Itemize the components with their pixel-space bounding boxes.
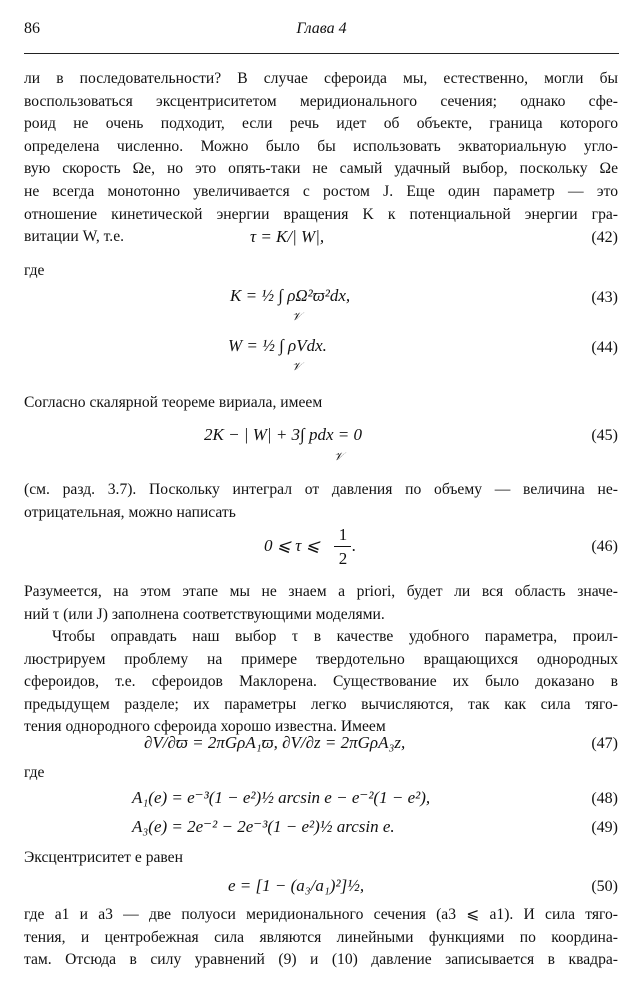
chapter-title: Глава 4	[296, 20, 347, 37]
equation-number-50: (50)	[591, 878, 618, 895]
equation-number-47: (47)	[591, 735, 618, 752]
text-line: витации W, т.е.	[24, 228, 125, 246]
paragraph-2: Согласно скалярной теореме вириала, имеем	[24, 394, 323, 411]
text-line: где a1 и a3 — две полуоси меридионального сечения (a3 ⩽ a1). И сила тяго-	[24, 906, 618, 923]
paragraph-3	[24, 479, 618, 524]
text-line: тения, и центробежная сила являются линейными функциями по координа-	[24, 928, 618, 946]
word-where-2: где	[24, 764, 45, 781]
text-line: роид не очень подходит, если речь идет об объекте, граница которого	[24, 115, 618, 133]
equation-44: W = ½ ∫ ρVdx.	[228, 336, 327, 355]
text-line: тения однородного сфероида хорошо известна. Имеем	[24, 718, 386, 736]
paragraph-6: Эксцентриситет e равен	[24, 849, 183, 866]
equation-number-44: (44)	[591, 339, 618, 356]
equation-number-49: (49)	[591, 819, 618, 836]
page-number: 86	[24, 20, 40, 37]
equation-50: e = [1 − (a₃/a₁)²]½,	[228, 876, 365, 895]
text-line: Разумеется, на этом этапе мы не знаем a priori, будет ли вся область значе-	[24, 583, 618, 600]
integration-domain-44: 𝒱	[292, 361, 302, 373]
fraction-bar	[334, 546, 351, 547]
equation-number-45: (45)	[591, 427, 618, 444]
text-line: не всегда монотонно увеличивается с ростом J. Еще один параметр — это	[24, 182, 618, 200]
text-line: Чтобы оправдать наш выбор τ в качестве удобного параметра, проил-	[52, 628, 618, 645]
equation-number-42: (42)	[591, 229, 618, 246]
fraction-denominator: 2	[338, 549, 348, 568]
equation-45: 2K − | W| + 3∫ pdx = 0	[204, 425, 362, 444]
text-line: ли в последовательности? В случае сфероида мы, естественно, могли бы	[24, 70, 618, 87]
equation-46-left: 0 ⩽ τ ⩽	[264, 536, 320, 555]
equation-42: τ = K/| W|,	[250, 227, 325, 246]
equation-number-46: (46)	[591, 538, 618, 555]
fraction-numerator: 1	[338, 525, 348, 544]
equation-47: ∂V/∂ϖ = 2πGρA₁ϖ, ∂V/∂z = 2πGρA₃z,	[144, 733, 406, 752]
text-line: отрицательная, можно написать	[24, 503, 236, 521]
equation-number-43: (43)	[591, 289, 618, 306]
equation-number-48: (48)	[591, 790, 618, 807]
text-line: определена численно. Можно было бы использовать экваториальную угло-	[24, 137, 618, 155]
equation-48: A₁(e) = e⁻³(1 − e²)½ arcsin e − e⁻²(1 − e²),	[132, 788, 431, 807]
equation-49: A₃(e) = 2e⁻² − 2e⁻³(1 − e²)½ arcsin e.	[132, 817, 395, 836]
paragraph-4	[24, 581, 618, 626]
text-line: вую скорость Ωe, но это опять-таки не самый удачный выбор, поскольку Ωe	[24, 160, 618, 178]
integration-domain-45: 𝒱	[334, 451, 344, 463]
text-line: (см. разд. 3.7). Поскольку интеграл от давления по объему — величина не-	[24, 481, 618, 498]
text-line: ний τ (или J) заполнена соответствующими моделями.	[24, 605, 385, 623]
text-line: предыдущем разделе; их параметры легко вычисляются, так как сила тяго-	[24, 695, 618, 713]
text-line: там. Отсюда в силу уравнений (9) и (10) давление записывается в квадра-	[24, 951, 618, 969]
header-rule	[24, 53, 619, 54]
equation-43: K = ½ ∫ ρΩ²ϖ²dx,	[230, 286, 351, 305]
text-line: воспользоваться эксцентриситетом меридионального сечения; однако сфе-	[24, 92, 618, 110]
text-line: отношение кинетической энергии вращения K к потенциальной энергии гра-	[24, 205, 618, 223]
paragraph-7	[24, 904, 618, 972]
paragraph-5	[24, 626, 618, 739]
text-line: сфероидов, т.е. сфероидов Маклорена. Существование их было доказано в	[24, 673, 618, 691]
paragraph-1	[24, 68, 618, 249]
integration-domain-43: 𝒱	[292, 311, 302, 323]
word-where: где	[24, 262, 45, 279]
equation-46-tail: .	[352, 536, 357, 555]
text-line: люстрируем проблему на примере твердотельно вращающихся однородных	[24, 650, 618, 668]
